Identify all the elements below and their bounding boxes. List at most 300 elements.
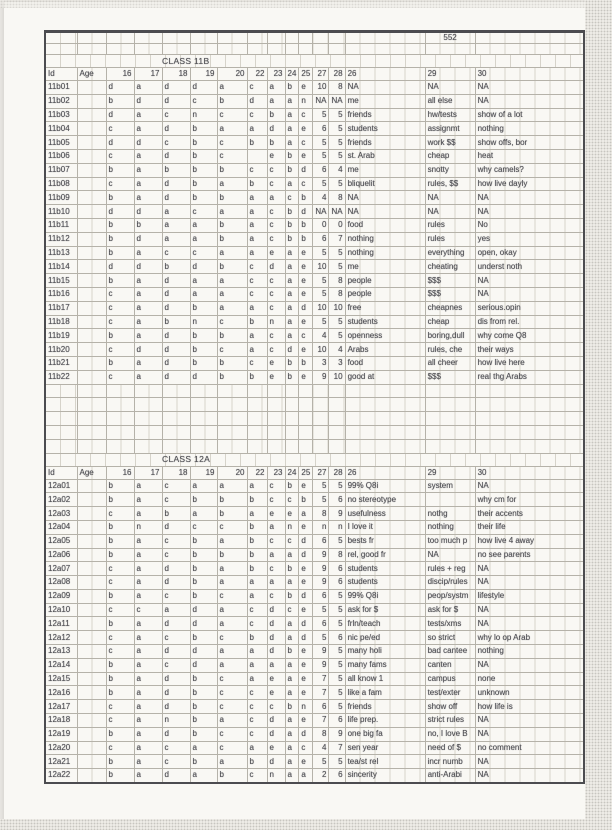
cell: a	[134, 769, 162, 783]
cell	[77, 479, 106, 493]
cell: 6	[313, 617, 329, 631]
empty-cell	[329, 425, 345, 439]
cell: e	[299, 672, 313, 686]
cell: a	[217, 576, 247, 590]
column-header: 16	[106, 68, 134, 81]
cell: b	[106, 534, 134, 548]
column-header: 29	[425, 466, 475, 479]
cell: No	[475, 218, 584, 232]
empty-cell	[45, 398, 77, 412]
cell: ask for $	[345, 603, 425, 617]
cell: e	[267, 356, 285, 370]
cell: rules, $$	[425, 177, 475, 191]
empty-cell	[190, 439, 217, 453]
cell	[77, 658, 106, 672]
cell: 10	[329, 370, 345, 384]
cell: a	[247, 658, 267, 672]
cell: d	[162, 191, 190, 205]
cell: b	[106, 755, 134, 769]
column-header: 22	[247, 68, 267, 81]
cell	[77, 534, 106, 548]
cell: a	[134, 370, 162, 384]
cell: a	[285, 548, 299, 562]
empty-cell	[162, 32, 190, 44]
table-title-cell: CLASS 12A	[45, 453, 584, 466]
cell	[77, 274, 106, 288]
cell: a	[190, 274, 217, 288]
cell: c	[106, 741, 134, 755]
cell: friends	[345, 136, 425, 150]
empty-cell	[267, 412, 285, 426]
cell: 5	[329, 658, 345, 672]
cell	[247, 149, 267, 163]
table-row	[45, 562, 584, 576]
cell: rules	[425, 232, 475, 246]
cell: a	[190, 741, 217, 755]
row-id-cell: 12a09	[45, 589, 77, 603]
cell: NA	[475, 603, 584, 617]
empty-cell	[329, 412, 345, 426]
row-id-cell: 11b16	[45, 287, 77, 301]
column-header: 19	[190, 68, 217, 81]
cell: openness	[345, 329, 425, 343]
cell: people	[345, 287, 425, 301]
cell: 6	[313, 163, 329, 177]
cell: d	[106, 205, 134, 219]
cell: snotty	[425, 163, 475, 177]
cell: a	[299, 507, 313, 521]
cell: c	[162, 479, 190, 493]
cell: c	[247, 769, 267, 783]
empty-cell	[329, 32, 345, 44]
cell: c	[217, 700, 247, 714]
cell: a	[217, 479, 247, 493]
cell: cheating	[425, 260, 475, 274]
cell: n	[267, 769, 285, 783]
cell: how live here	[475, 356, 584, 370]
row-id-cell: 11b22	[45, 370, 77, 384]
cell: d	[267, 631, 285, 645]
cell: c	[217, 149, 247, 163]
cell: a	[190, 218, 217, 232]
empty-cell	[77, 384, 106, 398]
cell: me	[345, 163, 425, 177]
cell: 5	[313, 177, 329, 191]
cell: everything	[425, 246, 475, 260]
cell: b	[190, 686, 217, 700]
cell: many holi	[345, 645, 425, 659]
cell: NA	[475, 755, 584, 769]
cell: nothing	[475, 122, 584, 136]
cell: a	[190, 232, 217, 246]
empty-cell	[329, 398, 345, 412]
cell: show of a lot	[475, 108, 584, 122]
cell: a	[247, 741, 267, 755]
cell: sincerity	[345, 769, 425, 783]
cell: a	[285, 274, 299, 288]
empty-cell	[475, 32, 584, 44]
cell: e	[299, 658, 313, 672]
cell: b	[190, 727, 217, 741]
cell: 10	[313, 301, 329, 315]
cell: a	[217, 81, 247, 95]
cell: why camels?	[475, 163, 584, 177]
cell: 99% Q8i	[345, 479, 425, 493]
column-header: 24	[285, 68, 299, 81]
cell	[77, 136, 106, 150]
cell: 5	[329, 315, 345, 329]
cell: 6	[329, 576, 345, 590]
cell: 5	[313, 149, 329, 163]
empty-cell	[217, 32, 247, 44]
cell: $$$	[425, 370, 475, 384]
cell: b	[190, 136, 217, 150]
row-id-cell: 12a01	[45, 479, 77, 493]
empty-cell	[217, 425, 247, 439]
cell: a	[134, 534, 162, 548]
cell: c	[106, 631, 134, 645]
cell: b	[190, 191, 217, 205]
empty-cell	[217, 398, 247, 412]
empty-cell	[299, 384, 313, 398]
spacer-row	[45, 384, 584, 398]
cell: d	[162, 672, 190, 686]
table-row	[45, 700, 584, 714]
spacer-row	[45, 32, 584, 44]
cell: a	[247, 122, 267, 136]
cell: b	[162, 507, 190, 521]
cell: b	[285, 370, 299, 384]
cell: b	[285, 218, 299, 232]
cell: 5	[329, 589, 345, 603]
table-row	[45, 493, 584, 507]
cell: peop/systm	[425, 589, 475, 603]
spacer-row	[45, 425, 584, 439]
cell: usefulness	[345, 507, 425, 521]
cell: a	[134, 274, 162, 288]
empty-cell	[247, 439, 267, 453]
cell: c	[106, 287, 134, 301]
empty-cell	[77, 32, 106, 44]
empty-cell	[425, 44, 475, 55]
table-row	[45, 534, 584, 548]
cell	[77, 589, 106, 603]
cell: d	[247, 94, 267, 108]
cell: b	[106, 617, 134, 631]
cell: 5	[329, 149, 345, 163]
cell	[77, 714, 106, 728]
cell: a	[285, 287, 299, 301]
cell: b	[217, 769, 247, 783]
cell: a	[134, 548, 162, 562]
cell: b	[217, 493, 247, 507]
cell: NA	[329, 94, 345, 108]
cell: b	[106, 520, 134, 534]
cell	[77, 232, 106, 246]
cell: b	[190, 755, 217, 769]
cell: b	[106, 163, 134, 177]
cell: b	[217, 94, 247, 108]
cell: d	[267, 603, 285, 617]
column-header: 27	[313, 466, 329, 479]
cell: a	[285, 108, 299, 122]
cell: a	[190, 507, 217, 521]
cell: e	[267, 507, 285, 521]
table-row	[45, 274, 584, 288]
cell: d	[190, 645, 217, 659]
cell	[77, 108, 106, 122]
data-grid	[44, 30, 585, 784]
cell: e	[299, 479, 313, 493]
cell: c	[247, 727, 267, 741]
empty-cell	[106, 32, 134, 44]
row-id-cell: 12a17	[45, 700, 77, 714]
cell: NA	[425, 205, 475, 219]
row-id-cell: 12a10	[45, 603, 77, 617]
empty-cell	[106, 398, 134, 412]
cell: n	[299, 94, 313, 108]
cell: 5	[313, 755, 329, 769]
cell	[77, 507, 106, 521]
cell: a	[134, 589, 162, 603]
cell: underst noth	[475, 260, 584, 274]
cell: c	[106, 562, 134, 576]
cell: c	[217, 631, 247, 645]
table-row	[45, 218, 584, 232]
spacer-row	[45, 44, 584, 55]
row-id-cell: 11b19	[45, 329, 77, 343]
cell: a	[134, 631, 162, 645]
cell: a	[134, 177, 162, 191]
cell: people	[345, 274, 425, 288]
cell: NA	[475, 658, 584, 672]
column-header: 23	[267, 68, 285, 81]
cell: c	[106, 177, 134, 191]
table-row	[45, 727, 584, 741]
table-row	[45, 755, 584, 769]
cell	[77, 191, 106, 205]
cell: a	[217, 658, 247, 672]
cell: a	[247, 232, 267, 246]
cell: b	[106, 191, 134, 205]
cell: b	[217, 329, 247, 343]
cell: e	[299, 149, 313, 163]
table-row	[45, 769, 584, 783]
cell: d	[190, 81, 217, 95]
empty-cell	[162, 384, 190, 398]
cell: NA	[475, 191, 584, 205]
column-header: 18	[162, 68, 190, 81]
cell: a	[285, 329, 299, 343]
empty-cell	[329, 384, 345, 398]
cell: 8	[329, 548, 345, 562]
spacer-row	[45, 439, 584, 453]
cell: 5	[329, 645, 345, 659]
scanner-edge-right	[585, 0, 612, 830]
empty-cell	[162, 425, 190, 439]
cell: d	[162, 81, 190, 95]
cell: a	[285, 246, 299, 260]
cell: 3	[329, 356, 345, 370]
empty-cell	[247, 412, 267, 426]
row-id-cell: 11b14	[45, 260, 77, 274]
cell: 6	[313, 122, 329, 136]
cell: NA	[475, 769, 584, 783]
empty-cell	[77, 412, 106, 426]
row-id-cell: 11b06	[45, 149, 77, 163]
cell: a	[217, 603, 247, 617]
cell	[77, 301, 106, 315]
empty-cell	[134, 32, 162, 44]
cell: d	[162, 700, 190, 714]
cell: b	[106, 727, 134, 741]
cell: e	[299, 274, 313, 288]
cell: a	[217, 617, 247, 631]
cell: a	[217, 177, 247, 191]
cell: e	[267, 741, 285, 755]
cell	[77, 343, 106, 357]
cell: 6	[313, 534, 329, 548]
cell: NA	[425, 191, 475, 205]
row-id-cell: 12a20	[45, 741, 77, 755]
cell: a	[134, 108, 162, 122]
cell: d	[299, 205, 313, 219]
spacer-row	[45, 412, 584, 426]
cell: a	[247, 191, 267, 205]
table-row	[45, 81, 584, 95]
cell: 7	[313, 672, 329, 686]
cell: a	[285, 658, 299, 672]
cell: all else	[425, 94, 475, 108]
cell: b	[190, 149, 217, 163]
cell: b	[285, 163, 299, 177]
cell: nothing	[345, 232, 425, 246]
cell: c	[106, 603, 134, 617]
empty-cell	[475, 439, 584, 453]
table-row	[45, 343, 584, 357]
cell: c	[267, 479, 285, 493]
cell: b	[106, 329, 134, 343]
cell: 5	[329, 329, 345, 343]
cell: d	[134, 260, 162, 274]
cell: a	[247, 507, 267, 521]
cell: d	[162, 343, 190, 357]
cell: e	[299, 81, 313, 95]
cell: a	[247, 479, 267, 493]
cell: one big fa	[345, 727, 425, 741]
cell: 6	[313, 700, 329, 714]
empty-cell	[299, 439, 313, 453]
column-header: 23	[267, 466, 285, 479]
cell: 0	[313, 218, 329, 232]
cell	[77, 645, 106, 659]
cell: d	[299, 631, 313, 645]
cell: c	[106, 700, 134, 714]
cell: c	[247, 714, 267, 728]
cell: b	[247, 562, 267, 576]
cell: system	[425, 479, 475, 493]
cell	[77, 548, 106, 562]
empty-cell	[313, 32, 329, 44]
cell	[77, 700, 106, 714]
cell	[77, 755, 106, 769]
cell	[77, 769, 106, 783]
cell: cheap	[425, 149, 475, 163]
column-header: Age	[77, 466, 106, 479]
empty-cell	[313, 398, 329, 412]
cell: n	[190, 315, 217, 329]
cell: NA	[475, 94, 584, 108]
cell: d	[162, 287, 190, 301]
cell: c	[267, 163, 285, 177]
cell: 6	[329, 631, 345, 645]
cell: c	[247, 356, 267, 370]
cell: d	[162, 274, 190, 288]
cell: a	[217, 645, 247, 659]
column-header: 16	[106, 466, 134, 479]
cell: c	[106, 301, 134, 315]
cell: a	[285, 727, 299, 741]
table-row	[45, 205, 584, 219]
cell: b	[190, 493, 217, 507]
cell: NA	[475, 714, 584, 728]
cell: c	[267, 177, 285, 191]
cell: n	[329, 520, 345, 534]
table-row	[45, 370, 584, 384]
table-row	[45, 507, 584, 521]
cell: strict rules	[425, 714, 475, 728]
cell: d	[190, 370, 217, 384]
empty-cell	[299, 398, 313, 412]
cell: e	[267, 370, 285, 384]
cell: b	[247, 631, 267, 645]
cell: 8	[329, 274, 345, 288]
empty-cell	[267, 32, 285, 44]
cell: bests fr	[345, 534, 425, 548]
cell: b	[285, 562, 299, 576]
cell: NA	[475, 81, 584, 95]
empty-cell	[299, 412, 313, 426]
empty-cell	[475, 384, 584, 398]
cell: 6	[329, 562, 345, 576]
cell: NA	[425, 548, 475, 562]
cell: 5	[329, 534, 345, 548]
cell: d	[162, 301, 190, 315]
table-row	[45, 329, 584, 343]
cell	[77, 686, 106, 700]
cell: d	[162, 727, 190, 741]
table-row	[45, 177, 584, 191]
table-row	[45, 686, 584, 700]
row-id-cell: 11b04	[45, 122, 77, 136]
cell: 6	[329, 769, 345, 783]
cell: 5	[313, 274, 329, 288]
empty-cell	[475, 412, 584, 426]
cell: how live 4 away	[475, 534, 584, 548]
table-row	[45, 576, 584, 590]
cell: 7	[313, 714, 329, 728]
cell: a	[134, 315, 162, 329]
cell: tests/xms	[425, 617, 475, 631]
table-row	[45, 246, 584, 260]
cell: a	[134, 493, 162, 507]
cell: d	[162, 370, 190, 384]
cell: incr numb	[425, 755, 475, 769]
cell: a	[134, 741, 162, 755]
cell: a	[267, 658, 285, 672]
column-header: 30	[475, 68, 584, 81]
empty-cell	[77, 439, 106, 453]
